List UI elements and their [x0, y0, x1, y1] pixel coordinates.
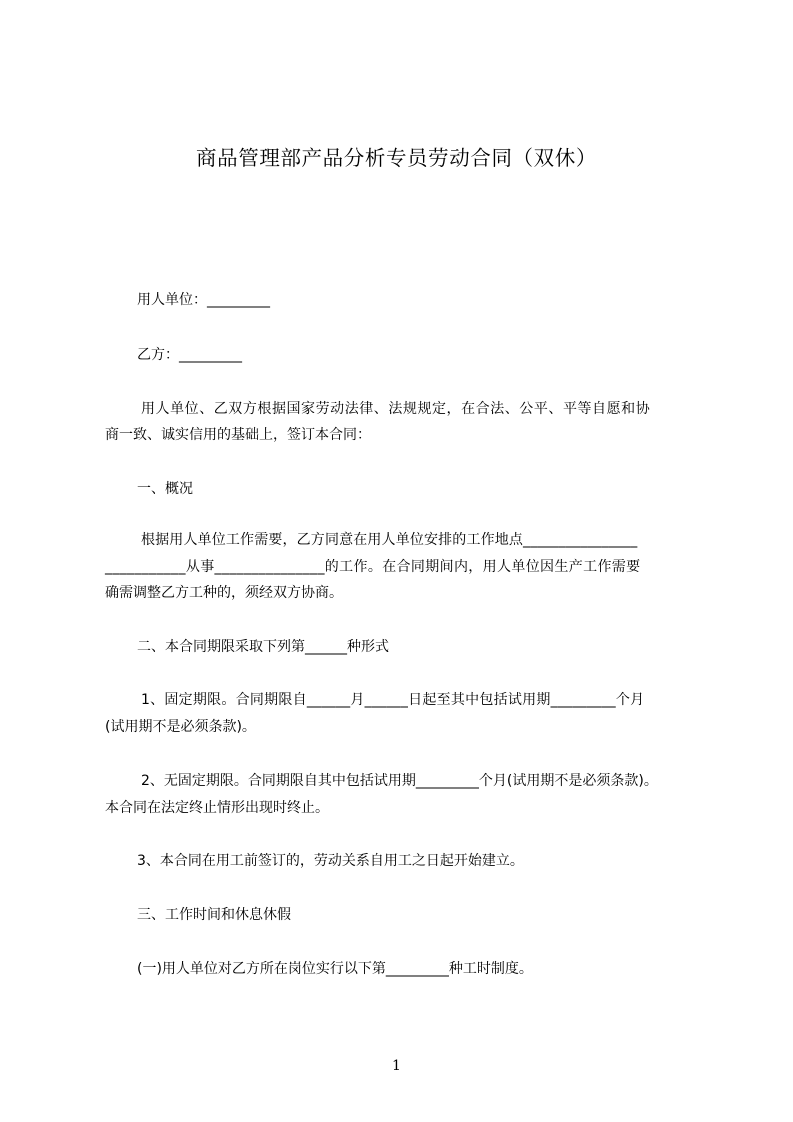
intro-line-2: 商一致、诚实信用的基础上，签订本合同： — [105, 427, 371, 443]
party-b-line: 乙方：_________ — [137, 347, 242, 363]
section-1-heading: 一、概况 — [137, 481, 193, 497]
item-2-line-2: 本合同在法定终止情形出现时终止。 — [105, 800, 329, 816]
intro-line-1: 用人单位、乙双方根据国家劳动法律、法规规定，在合法、公平、平等自愿和协 — [141, 401, 651, 417]
item-3: 3、本合同在用工前签订的，劳动关系自用工之日起开始建立。 — [137, 853, 524, 869]
document-title: 商品管理部产品分析专员劳动合同（双休） — [196, 146, 597, 170]
item-1-line-1: 1、固定期限。合同期限自______月______日起至其中包括试用期_________个月 — [141, 692, 645, 708]
page-number: 1 — [392, 1058, 401, 1074]
section-1-line-2: ___________从事_______________的工作。在合同期间内，用人单位因生产工作需要 — [105, 559, 641, 575]
employer-line: 用人单位：_________ — [137, 292, 270, 308]
item-2-line-1: 2、无固定期限。合同期限自其中包括试用期_________个月(试用期不是必须条款)。 — [141, 773, 658, 789]
section-1-line-1: 根据用人单位工作需要，乙方同意在用人单位安排的工作地点________________ — [141, 532, 638, 548]
section-3-item-1: (一)用人单位对乙方所在岗位实行以下第_________种工时制度。 — [137, 961, 533, 977]
item-1-line-2: (试用期不是必须条款)。 — [105, 719, 256, 735]
section-3-heading: 三、工作时间和休息休假 — [137, 907, 291, 923]
section-2-heading: 二、本合同期限采取下列第______种形式 — [137, 639, 389, 655]
section-1-line-3: 确需调整乙方工种的，须经双方协商。 — [105, 585, 343, 601]
